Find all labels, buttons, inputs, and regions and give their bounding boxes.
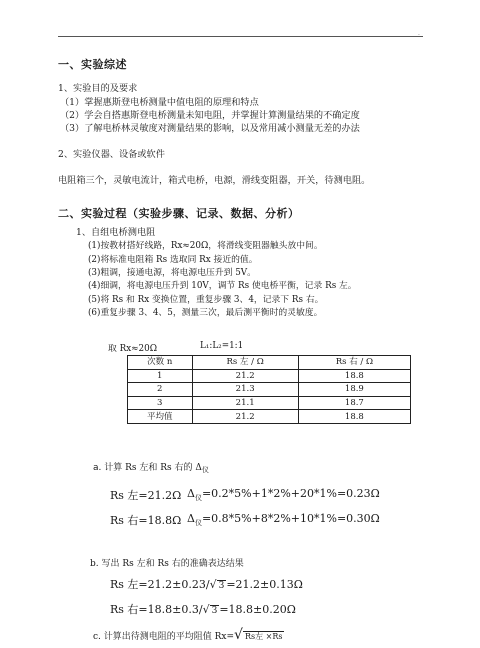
header-rule [58, 36, 423, 37]
table-header-cell: Rs 右 / Ω [298, 356, 410, 370]
table-cell: 18.7 [298, 396, 410, 410]
table-caption-right: L₁:L₂=1:1 [200, 341, 244, 351]
delta-sub: 仪 [194, 494, 202, 502]
calc-b-title: b. 写出 Rs 左和 Rs 右的准确表达结果 [90, 559, 244, 569]
step-1: (1)按教材搭好线路，Rx≈20Ω，将滑线变阻器触头放中间。 [88, 241, 323, 251]
delta-symbol: Δ [187, 512, 195, 525]
table-cell: 21.2 [192, 410, 298, 424]
objective-3: （3）了解电桥林灵敏度对测量结果的影响，以及常用减小测量无差的办法 [60, 123, 360, 134]
delta-expression: =0.2*5%+1*2%+20*1%=0.23Ω [201, 487, 380, 500]
step-6: (6)重复步骤 3、4、5，测量三次，最后测平衡时的灵敏度。 [88, 308, 323, 318]
delta-sub: 仪 [194, 519, 202, 527]
table-cell: 21.3 [192, 383, 298, 397]
table-row [128, 383, 411, 397]
objective-1: （1）掌握惠斯登电桥测量中值电阻的原理和特点 [60, 97, 259, 108]
calc-c-title: c. 计算出待测电阻的平均阻值 Rx= [93, 632, 235, 642]
table-cell: 21.2 [192, 369, 298, 383]
table-header-row [128, 356, 411, 370]
rs-right-value: Rs 右=18.8Ω [110, 514, 182, 527]
section1-sub2-title: 2、实验仪器、设备或软件 [58, 149, 165, 160]
sqrt-symbol: √ [202, 603, 210, 616]
sqrt-symbol: √ [234, 627, 243, 643]
rs-left-delta [187, 487, 380, 503]
step-2: (2)将标准电阻箱 Rs 选取同 Rx 接近的值。 [88, 255, 258, 265]
table-cell: 18.8 [298, 369, 410, 383]
objective-2: （2）学会自搭惠斯登电桥测量未知电阻，并掌握计算测量结果的不确定度 [60, 110, 360, 121]
section2-sub1-title: 1、自组电桥测电阻 [76, 227, 156, 238]
table-cell: 3 [128, 396, 193, 410]
table-header-cell: 次数 n [128, 356, 193, 370]
calc-a-title-sub: 仪 [201, 466, 209, 474]
section1-sub1-title: 1、实验目的及要求 [58, 83, 138, 94]
table-row [128, 410, 411, 424]
table-caption-left: 取 Rx≈20Ω [108, 344, 158, 354]
sqrt-symbol: √ [209, 578, 217, 591]
table-cell: 18.9 [298, 383, 410, 397]
section2-heading: 二、实验过程（实验步骤、记录、数据、分析） [58, 207, 300, 220]
corner-mark: . [418, 30, 420, 37]
table-cell: 21.1 [192, 396, 298, 410]
delta-symbol: Δ [187, 487, 195, 500]
sqrt-content: 3 [211, 606, 218, 616]
section1-heading: 一、实验综述 [58, 58, 127, 71]
rs-right-delta [187, 512, 380, 528]
table-row [128, 396, 411, 410]
delta-expression: =0.8*5%+8*2%+10*1%=0.30Ω [201, 512, 380, 525]
equipment-text: 电阻箱三个，灵敏电流计，箱式电桥，电源，滑线变阻器，开关，待测电阻。 [58, 175, 371, 186]
calc-a-title [93, 460, 209, 475]
sqrt-content: 3 [218, 581, 225, 591]
step-5: (5)将 Rs 和 Rx 变换位置，重复步骤 3、4，记录下 Rs 右。 [88, 295, 324, 305]
rs-left-value: Rs 左=21.2Ω [110, 489, 182, 502]
data-table [127, 355, 411, 424]
rs-right-expression [110, 601, 296, 617]
rs-left-expression [110, 576, 303, 592]
calc-a-prefix: a. [93, 463, 102, 473]
table-cell: 18.8 [298, 410, 410, 424]
expr-post: =18.8±0.20Ω [219, 603, 296, 616]
expr-pre: Rs 左=21.2±0.23/ [110, 578, 210, 591]
table-header-cell: Rs 左 / Ω [192, 356, 298, 370]
step-4: (4)细调，将电源电压升到 10V，调节 Rs 使电桥平衡，记录 Rs 左。 [88, 281, 357, 291]
calc-a-title-text: 计算 Rs 左和 Rs 右的 Δ [104, 463, 202, 473]
table-cell: 2 [128, 383, 193, 397]
table-cell: 1 [128, 369, 193, 383]
expr-pre: Rs 右=18.8±0.3/ [110, 603, 203, 616]
sqrt-content: Rs左 ×Rs [244, 632, 283, 641]
calc-c-line [93, 627, 284, 643]
step-3: (3)粗调，接通电源，将电源电压升到 5V。 [88, 268, 256, 278]
table-row [128, 369, 411, 383]
expr-post: =21.2±0.13Ω [226, 578, 303, 591]
table-cell: 平均值 [128, 410, 193, 424]
